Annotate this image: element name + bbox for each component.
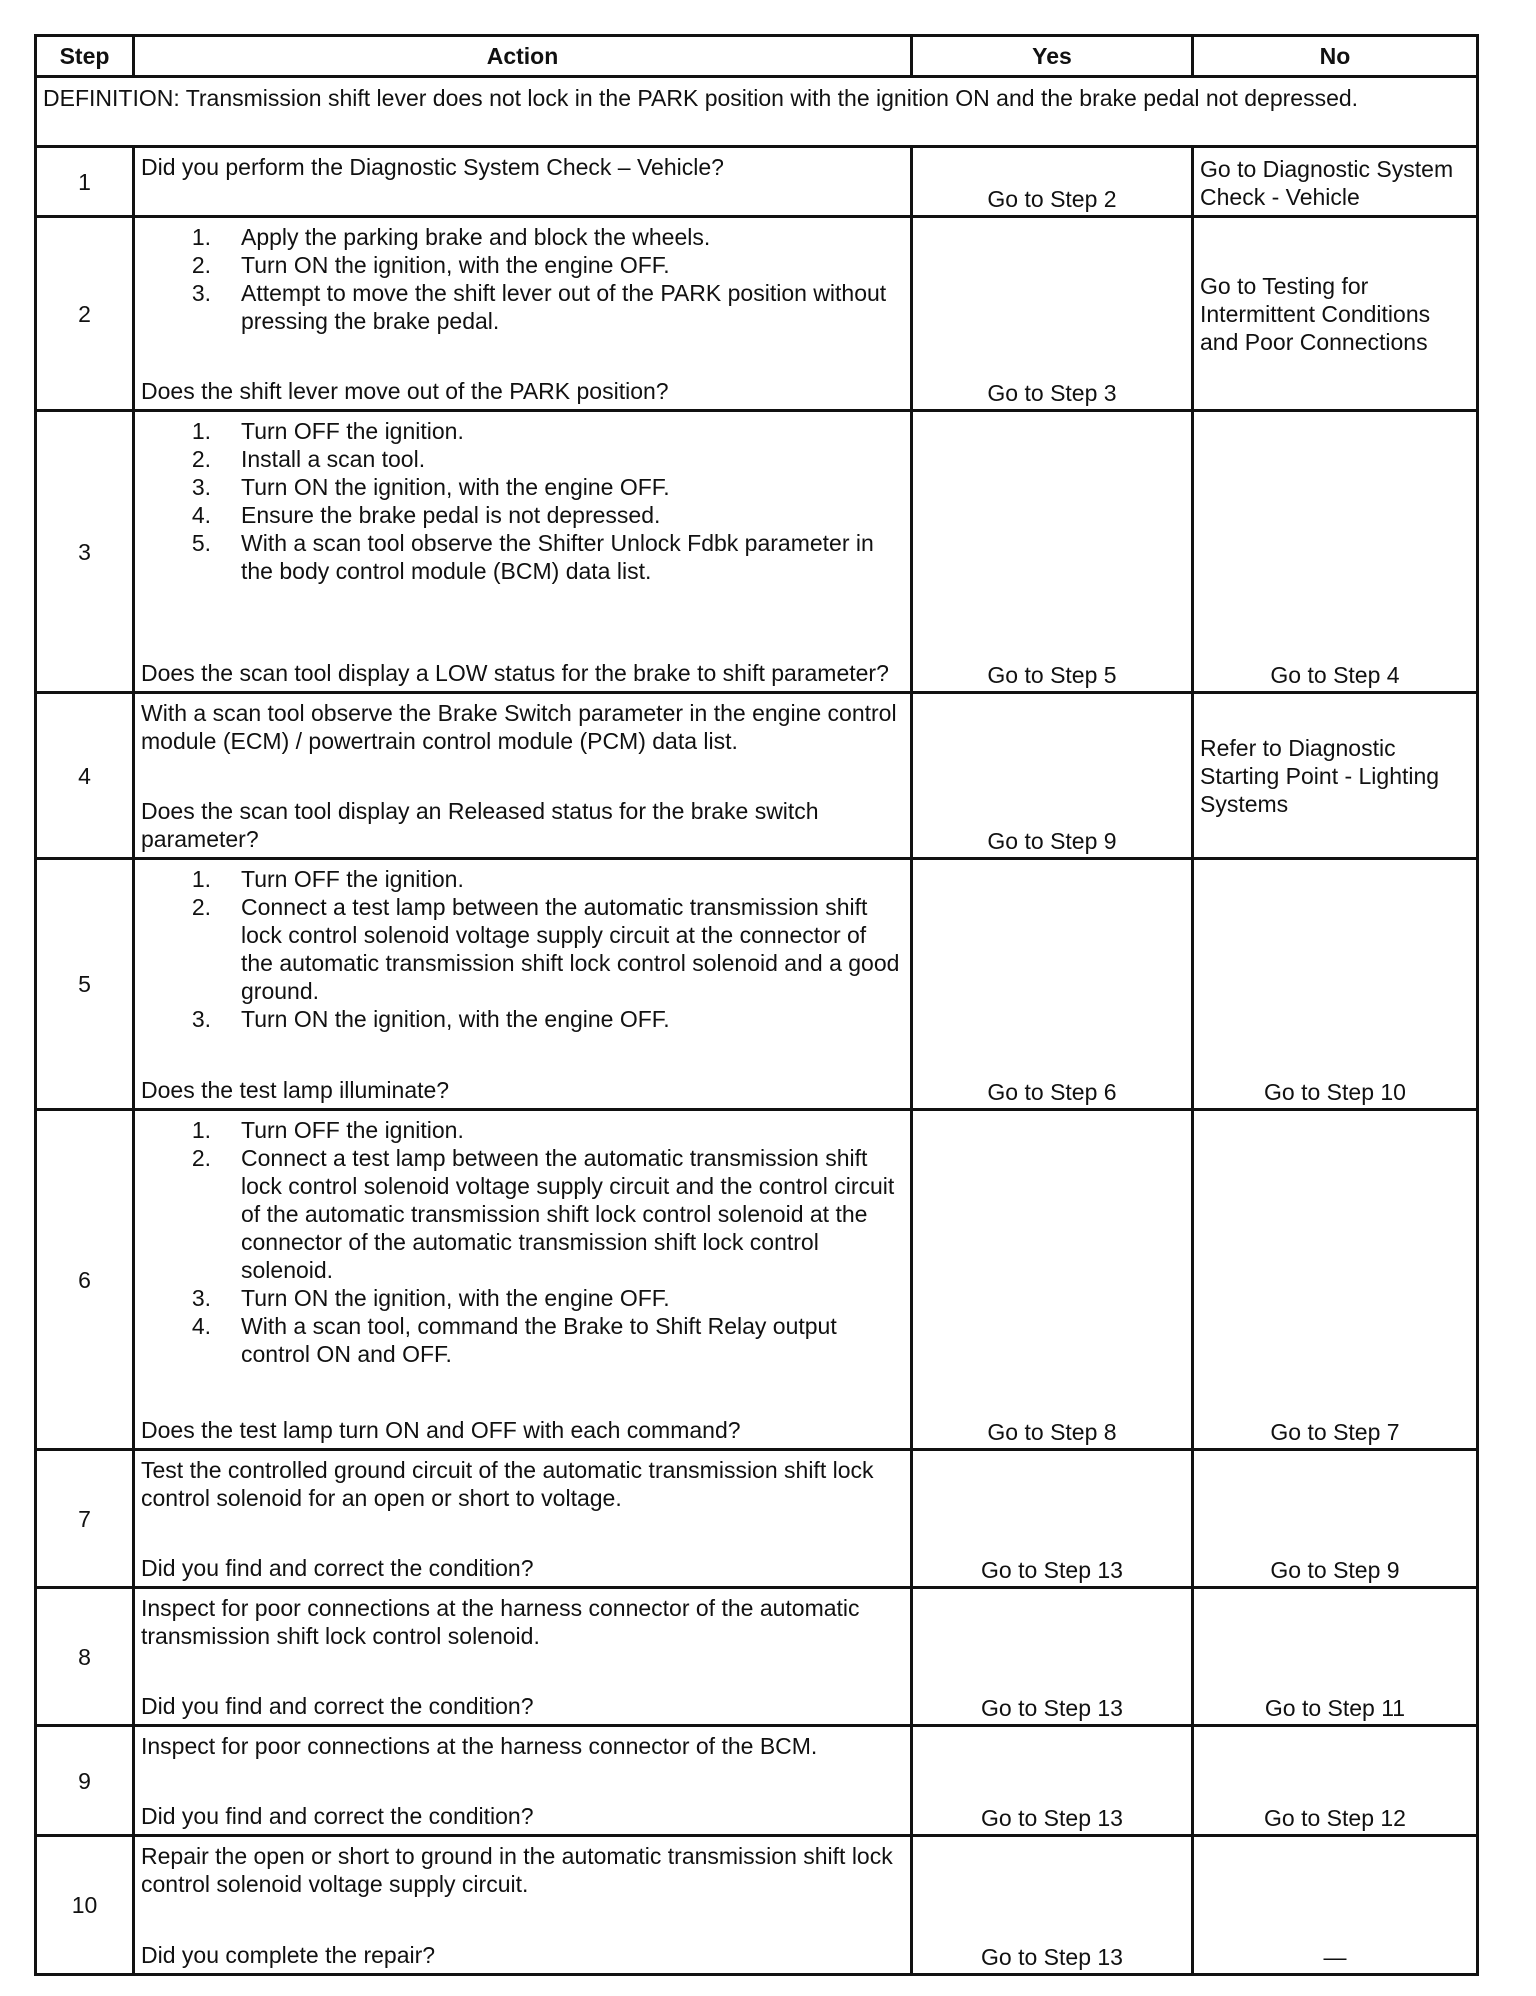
action-question: Does the shift lever move out of the PARK position?	[141, 378, 669, 404]
step-row-9	[36, 1726, 1478, 1836]
header-no: No	[1193, 36, 1478, 77]
yes-result: Go to Step 9	[912, 693, 1193, 859]
step-number: 1	[36, 147, 134, 217]
substep-number: 4.	[191, 502, 211, 528]
no-result: Go to Step 12	[1193, 1726, 1478, 1836]
step-action	[134, 411, 912, 693]
step-row-8	[36, 1588, 1478, 1726]
no-result: Go to Diagnostic System Check - Vehicle	[1193, 147, 1478, 217]
action-question: Did you find and correct the condition?	[141, 1803, 534, 1829]
no-result: Go to Step 10	[1193, 859, 1478, 1110]
header-step: Step	[36, 36, 134, 77]
substep-number: 3.	[191, 474, 211, 500]
substep-text: With a scan tool, command the Brake to Shift Relay output control ON and OFF.	[241, 1313, 837, 1367]
header-yes: Yes	[912, 36, 1193, 77]
step-number: 7	[36, 1450, 134, 1588]
substep-list	[141, 417, 904, 585]
substep-text: Apply the parking brake and block the wheels.	[241, 224, 711, 250]
action-intro: Repair the open or short to ground in the automatic transmission shift lock control solenoid voltage supply circuit.	[141, 1843, 893, 1897]
substep-number: 2.	[191, 252, 211, 278]
substep-text: Connect a test lamp between the automatic transmission shift lock control solenoid voltage supply circuit at the connector of the automatic transmission shift lock control solenoid and a good ground.	[241, 894, 900, 1004]
step-action	[134, 1450, 912, 1588]
definition-text: DEFINITION: Transmission shift lever does not lock in the PARK position with the ignition ON and the brake pedal not depressed.	[36, 77, 1478, 147]
substep	[141, 1284, 904, 1312]
step-action	[134, 1836, 912, 1975]
substep	[141, 529, 904, 585]
substep-text: Turn OFF the ignition.	[241, 866, 464, 892]
yes-result: Go to Step 2	[912, 147, 1193, 217]
no-result: —	[1193, 1836, 1478, 1975]
substep	[141, 1144, 904, 1284]
action-question: Did you complete the repair?	[141, 1942, 436, 1968]
action-question: Does the scan tool display a LOW status for the brake to shift parameter?	[141, 660, 889, 686]
step-row-2	[36, 217, 1478, 411]
yes-result: Go to Step 13	[912, 1726, 1193, 1836]
substep-number: 1.	[191, 224, 211, 250]
action-intro: Test the controlled ground circuit of the automatic transmission shift lock control solenoid for an open or short to voltage.	[141, 1457, 874, 1511]
substep	[141, 893, 904, 1005]
substep-number: 5.	[191, 530, 211, 556]
action-question: Did you find and correct the condition?	[141, 1555, 534, 1581]
substep	[141, 1312, 904, 1368]
substep	[141, 417, 904, 445]
no-result: Go to Step 9	[1193, 1450, 1478, 1588]
substep-number: 1.	[191, 866, 211, 892]
action-intro: With a scan tool observe the Brake Switch parameter in the engine control module (ECM) / powertrain control module (PCM) data list.	[141, 700, 897, 754]
substep	[141, 501, 904, 529]
action-intro: Inspect for poor connections at the harness connector of the BCM.	[141, 1733, 818, 1759]
no-result: Go to Testing for Intermittent Conditions and Poor Connections	[1193, 217, 1478, 411]
action-question: Does the scan tool display an Released status for the brake switch parameter?	[141, 798, 819, 852]
yes-result: Go to Step 13	[912, 1588, 1193, 1726]
substep-number: 1.	[191, 1117, 211, 1143]
action-question: Did you find and correct the condition?	[141, 1693, 534, 1719]
header-action: Action	[134, 36, 912, 77]
step-row-10	[36, 1836, 1478, 1975]
substep	[141, 223, 904, 251]
substep-number: 2.	[191, 894, 211, 920]
substep-text: Turn OFF the ignition.	[241, 418, 464, 444]
step-action	[134, 693, 912, 859]
substep	[141, 1116, 904, 1144]
yes-result: Go to Step 13	[912, 1450, 1193, 1588]
step-action	[134, 217, 912, 411]
step-number: 10	[36, 1836, 134, 1975]
yes-result: Go to Step 8	[912, 1110, 1193, 1450]
substep-list	[141, 1116, 904, 1368]
substep	[141, 1005, 904, 1033]
no-result: Go to Step 11	[1193, 1588, 1478, 1726]
step-row-7	[36, 1450, 1478, 1588]
step-row-5	[36, 859, 1478, 1110]
substep-text: With a scan tool observe the Shifter Unlock Fdbk parameter in the body control module (BCM) data list.	[241, 530, 874, 584]
substep-text: Turn ON the ignition, with the engine OFF.	[241, 1285, 670, 1311]
substep-number: 4.	[191, 1313, 211, 1339]
step-action	[134, 147, 912, 217]
substep	[141, 865, 904, 893]
step-row-4	[36, 693, 1478, 859]
substep-text: Turn ON the ignition, with the engine OFF.	[241, 1006, 670, 1032]
no-result: Go to Step 4	[1193, 411, 1478, 693]
step-row-3	[36, 411, 1478, 693]
action-question: Did you perform the Diagnostic System Check – Vehicle?	[141, 154, 724, 180]
step-number: 6	[36, 1110, 134, 1450]
substep-number: 3.	[191, 1006, 211, 1032]
action-intro: Inspect for poor connections at the harness connector of the automatic transmission shift lock control solenoid.	[141, 1595, 860, 1649]
action-question: Does the test lamp illuminate?	[141, 1077, 450, 1103]
substep-list	[141, 223, 904, 335]
no-result: Refer to Diagnostic Starting Point - Lighting Systems	[1193, 693, 1478, 859]
header-row	[36, 36, 1478, 77]
step-row-6	[36, 1110, 1478, 1450]
step-number: 3	[36, 411, 134, 693]
step-action	[134, 859, 912, 1110]
substep-number: 1.	[191, 418, 211, 444]
substep-text: Turn OFF the ignition.	[241, 1117, 464, 1143]
substep-number: 3.	[191, 1285, 211, 1311]
step-row-1	[36, 147, 1478, 217]
substep-number: 2.	[191, 446, 211, 472]
substep-list	[141, 865, 904, 1033]
step-number: 5	[36, 859, 134, 1110]
yes-result: Go to Step 3	[912, 217, 1193, 411]
step-action	[134, 1588, 912, 1726]
step-number: 8	[36, 1588, 134, 1726]
substep-text: Ensure the brake pedal is not depressed.	[241, 502, 661, 528]
yes-result: Go to Step 5	[912, 411, 1193, 693]
substep-text: Attempt to move the shift lever out of the PARK position without pressing the brake pedal.	[241, 280, 887, 334]
yes-result: Go to Step 6	[912, 859, 1193, 1110]
definition-row	[36, 77, 1478, 147]
diagnostic-table	[34, 34, 1479, 1976]
substep-text: Turn ON the ignition, with the engine OFF.	[241, 252, 670, 278]
step-number: 9	[36, 1726, 134, 1836]
substep-text: Turn ON the ignition, with the engine OFF.	[241, 474, 670, 500]
yes-result: Go to Step 13	[912, 1836, 1193, 1975]
substep-text: Install a scan tool.	[241, 446, 426, 472]
substep-text: Connect a test lamp between the automatic transmission shift lock control solenoid voltage supply circuit and the control circuit of the automatic transmission shift lock control solenoid at the connector of the automatic transmission shift lock control solenoid.	[241, 1145, 895, 1283]
substep-number: 2.	[191, 1145, 211, 1171]
no-result: Go to Step 7	[1193, 1110, 1478, 1450]
substep	[141, 251, 904, 279]
substep	[141, 473, 904, 501]
step-action	[134, 1110, 912, 1450]
substep	[141, 445, 904, 473]
step-action	[134, 1726, 912, 1836]
step-number: 4	[36, 693, 134, 859]
action-question: Does the test lamp turn ON and OFF with each command?	[141, 1417, 741, 1443]
substep-number: 3.	[191, 280, 211, 306]
substep	[141, 279, 904, 335]
step-number: 2	[36, 217, 134, 411]
